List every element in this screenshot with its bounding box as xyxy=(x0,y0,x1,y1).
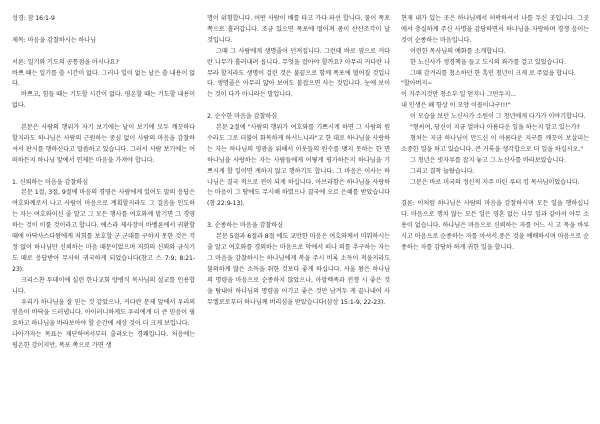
paragraph: 제목: 마음을 감찰하시는 하나님 xyxy=(12,36,96,44)
paragraph: 이런한 목사님의 예화를 소개합니다. xyxy=(410,47,506,55)
paragraph: 3. 순종하는 마음을 감찰하심 xyxy=(207,222,283,230)
paragraph: 크리스챤 투데이에 실린 한나교회 양병식 목사님의 설교를 인용합니다. xyxy=(12,276,195,295)
paragraph: 내 인생은 왜 항상 이 모양 이꼴이냐구!!!" xyxy=(401,102,511,110)
paragraph: 그분은 바로 미국의 정신적 지주 마틴 루터 킹 목사님이었습니다. xyxy=(410,178,580,186)
paragraph-gap xyxy=(401,189,589,200)
paragraph: 그 청년은 빗자루를 잡지 놓고 그 노신사를 바라보았습니다. xyxy=(410,156,566,164)
paragraph: 성경: 잠 16:1-9 xyxy=(12,15,55,22)
text-column-middle xyxy=(207,14,390,308)
paragraph-gap xyxy=(12,112,195,123)
paragraph: 그때 감겨리를 청소하던 한 흑인 청년이 크게 로 주었을 합니다. xyxy=(410,69,576,77)
paragraph: 본문 5절과 6절과 8절 에도 교만한 마음은 여호와께서 미워하시는 줄 알고 여호와를 경외하는 마음으로 악에서 떠나 의를 추구하는 자는 그 마음을 감찰하시는 하나님에게 복을 주시 비록 소득이 적을지라도 불의하게 많은 소득을 취한 것보다 좋게 하십니다. 사울 왕은 하나님의 명령을 마음으로 순종하지 않았으나, 아말렉족과 전쟁 시 좋은 것을 탐내어 하나님의 명령을 어기고 좋은 것만 남겨두 게 끝나내어 사무엘로로부터 하나님께 버리심을 받았습니다(삼상 15:1-9, 22-23). xyxy=(207,233,390,306)
paragraph: 현재 내가 있는 곳은 하나님께서 허락하셔서 나를 두신 곳입니다. 그곳에서 충실하게 주신 사명을 감당하면서 하나님을 자랑하며 경쟁 음이는 것이 순종하는 마음입니다. xyxy=(401,15,589,44)
paragraph: 한 노신사가 생경책을 들고 도시의 좌가를 걸고 있었습니다. xyxy=(410,58,566,66)
paragraph: "형씨여, 당신이 지금 얼마나 아름다운 일을 하는지 알고 있는가? xyxy=(410,124,580,132)
text-column-left xyxy=(12,14,195,352)
paragraph: 본문은 사람의 행위가 자기 보기에는 날이 보기에 모두 깨끗하다 할지라도 하나님은 사람의 근원하는 중심 없이 사람의 마음을 감찰하셔서 판시를 행하신다고 말씀하고 있습니다. 그러서 사람 보기에는 어떠하든지 하나님 앞에서 언제든 마음을 가져야 합니다. xyxy=(12,124,195,164)
paragraph: "할아버지~ xyxy=(401,80,433,88)
paragraph: 본문 2절에 "사람의 행위가 여호와를 기쁘시게 하면 그 사람의 원수라도 그로 더불어 화목하게 하시느니라"고 한 대로 하나님을 사랑하는 자는 하나님의 영광을 위해서 이웃들의 원수를 맺지 못하는 한 면 하나님을 사랑하는 자는 사람들에게 어떻게 평가하든지 하나님을 기쁘시게 할 일이면 계하지 않고 행하기도 합니다. 그 마음은 이사는 하나님은 결국 적으로 전이 되게 하십니다. 아브라함은 하나님을 사랑하는 마음이 그 땅에도 무시해 하였으나 결국에 오르 은혜를 받았습니다(창 22:9-13). xyxy=(207,124,390,208)
paragraph: 서론: 일기와 기도의 공통점을 아시나요? xyxy=(12,58,119,66)
paragraph: 이 모습을 보던 노신사가 소원이 그 청년에게 다가가 이야기합니다. xyxy=(410,113,586,121)
paragraph-gap xyxy=(207,101,390,112)
paragraph-gap xyxy=(12,25,195,36)
paragraph: 이 거주지것만 청소부 일 얻지나 그만두지... xyxy=(401,91,516,99)
paragraph: 그때 그 사람에게 생명줄이 던져집니다. 그런데 바로 옆으로 커다란 나무가 흘러내려 옵니다. 무엇을 잡아야 할까요? 아무리 커다란 나무라 할지라도 생명이 걸린 것은 불끝으로 함께 폭포에 떨어질 것입니다. 생명줄은 아무리 얇아 보여도 붙잡으면 사는 것입니다. 눈에 보이는 것이 다가 아니라는 말입니다. xyxy=(207,47,390,99)
text-column-right xyxy=(401,14,589,254)
paragraph: 우리가 하나님을 잘 믿는 것 같았으나, 커다란 문제 앞에서 우리의 믿음이 바닥을 드러냅니다. 아이러니하게도 우리에게 더 큰 믿음이 필요하고 하나님을 바라보아야 할 순간에 세상 것이 더 크게 보입니다. xyxy=(12,298,195,328)
paragraph: 바쁘고, 힘들 때는 기도할 시간이 없다. 평온할 때는 기도할 내용이 없다. xyxy=(12,91,195,110)
paragraph: 2. 순수한 마음을 감찰하심 xyxy=(207,113,278,121)
paragraph: 나아가자는 목표는 재단하여서부터 출리오는 경쾌입니다. 처음에는 평온한 강이지만, 폭포 쪽으로 가면 생 xyxy=(12,331,195,350)
paragraph: 결론: 이처럼 하나님은 사람의 마음을 감찰하시며 모든 일을 행하십니다. 마음으로 행치 않는 모든 일은 영혼 없는 나무 잎과 같아서 아무 소용이 없습니다. 하나님은 마음으로 신뢰하는 자를 어느 시 고 목을 바루시고 마음으로 순종하는 자를 아셔서 중은 것을 예배하시며 마음으로 순종하는 자를 감당하 하게 귀한 일을 합니다. xyxy=(401,200,589,252)
paragraph: 명이 위험합니다. 어떤 사람이 배를 타고 가다 파선 합니다. 물이 폭포 쪽으로 흘러갑니다. 조금 있으면 폭포에 떨어져 좀이 산산조각이 날 것입니다. xyxy=(207,15,390,44)
paragraph-gap xyxy=(12,167,195,178)
paragraph-gap xyxy=(207,210,390,221)
paragraph: 1. 신뢰하는 마음을 감찰하심 xyxy=(12,178,88,186)
paragraph-gap xyxy=(12,47,195,58)
paragraph: 바쁘 때는 일기를 쓸 시간이 없다. 그러나 일이 없는 날은 쓸 내용이 없다. xyxy=(12,69,195,88)
paragraph: 본문 1절, 3절, 9절에 마음의 경영은 사람에게 있어도 말의 응답은 여호와께로서 나고 사람이 마음으로 계획할지라도 그 걸음을 인도하는 자는 여호와이신 줄 알고 그 모든 행사를 여호와께 맡기면 그 경영하는 것이 이룰 것이라고 합니다. 에스라 제사장이 바벨론에서 귀환할 때에 아닥사스다왕에게 저희를 보호할 군 군대를 구하지 못한 것은 걱정 없이 하나님만 신뢰하는 마음 때문이었으며 저희의 신뢰와 금식기도 때로 응답받아 무사히 귀국하게 되었습니다(참고 스 7:9; 8:21-23). xyxy=(12,189,195,273)
paragraph: 그리고 결착 놀랐습니다. xyxy=(410,167,475,175)
paragraph: 형처는 지금 하나님이 만드신 이 아름다운 지구를 깨끗이 보살피는 소중한 일을 하고 있습니다. 큰 거룩을 생각합으로 더 일을 하십시오." xyxy=(401,134,589,153)
